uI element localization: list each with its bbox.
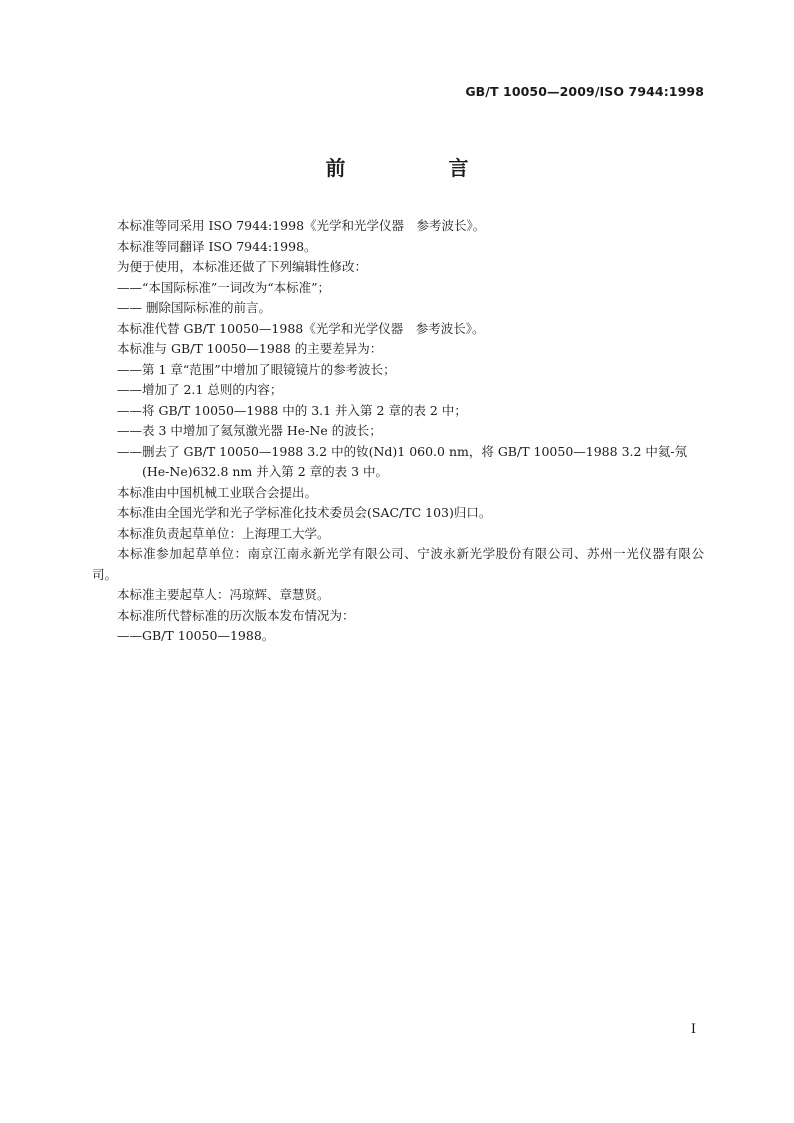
paragraph-replaces: 本标准代替 GB/T 10050—1988《光学和光学仪器 参考波长》。 xyxy=(117,320,485,336)
paragraph-editorial-changes: 为便于使用，本标准还做了下列编辑性修改： xyxy=(117,259,368,274)
list-item-editorial-1: ——“本国际标准”一词改为“本标准”； xyxy=(117,279,331,295)
list-item-editorial-2: —— 删除国际标准的前言。 xyxy=(117,300,271,315)
paragraph-adoption: 本标准等同采用 ISO 7944:1998《光学和光学仪器 参考波长》。 xyxy=(117,218,486,233)
list-item-difference-3: ——将 GB/T 10050—1988 中的 3.1 并入第 2 章的表 2 中； xyxy=(117,402,467,418)
list-item-difference-4: ——表 3 中增加了氦氖激光器 He-Ne 的波长； xyxy=(117,423,382,438)
paragraph-drafting-unit: 本标准负责起草单位：上海理工大学。 xyxy=(117,525,330,541)
standard-code-header: GB/T 10050—2009/ISO 7944:1998 xyxy=(465,84,704,99)
list-item-previous-edition: ——GB/T 10050—1988。 xyxy=(117,628,275,643)
list-item-difference-5: ——删去了 GB/T 10050—1988 3.2 中的钕(Nd)1 060.0 nm，将 GB/T 10050—1988 3.2 中氦-氖(He-Ne)632.8 nm 并入第 2 章的表 3 中。 xyxy=(117,443,688,479)
paragraph-participating-units: 本标准参加起草单位：南京江南永新光学有限公司、宁波永新光学股份有限公司、苏州一光仪器有限公司。 xyxy=(92,546,704,582)
paragraph-drafters: 本标准主要起草人：冯琼辉、章慧贤。 xyxy=(117,587,330,602)
page-title: 前 言 xyxy=(325,156,517,180)
paragraph-differences: 本标准与 GB/T 10050—1988 的主要差异为： xyxy=(117,341,383,356)
page-number: I xyxy=(690,1022,696,1037)
list-item-difference-2: ——增加了 2.1 总则的内容； xyxy=(117,382,283,397)
paragraph-translation: 本标准等同翻译 ISO 7944:1998。 xyxy=(117,238,317,254)
list-item-difference-1: ——第 1 章“范围”中增加了眼镜镜片的参考波长； xyxy=(117,361,396,377)
foreword-body xyxy=(92,216,704,647)
paragraph-under-jurisdiction: 本标准由全国光学和光子学标准化技术委员会(SAC/TC 103)归口。 xyxy=(117,505,492,520)
paragraph-proposed-by: 本标准由中国机械工业联合会提出。 xyxy=(117,484,318,500)
paragraph-previous-editions: 本标准所代替标准的历次版本发布情况为： xyxy=(117,607,355,623)
